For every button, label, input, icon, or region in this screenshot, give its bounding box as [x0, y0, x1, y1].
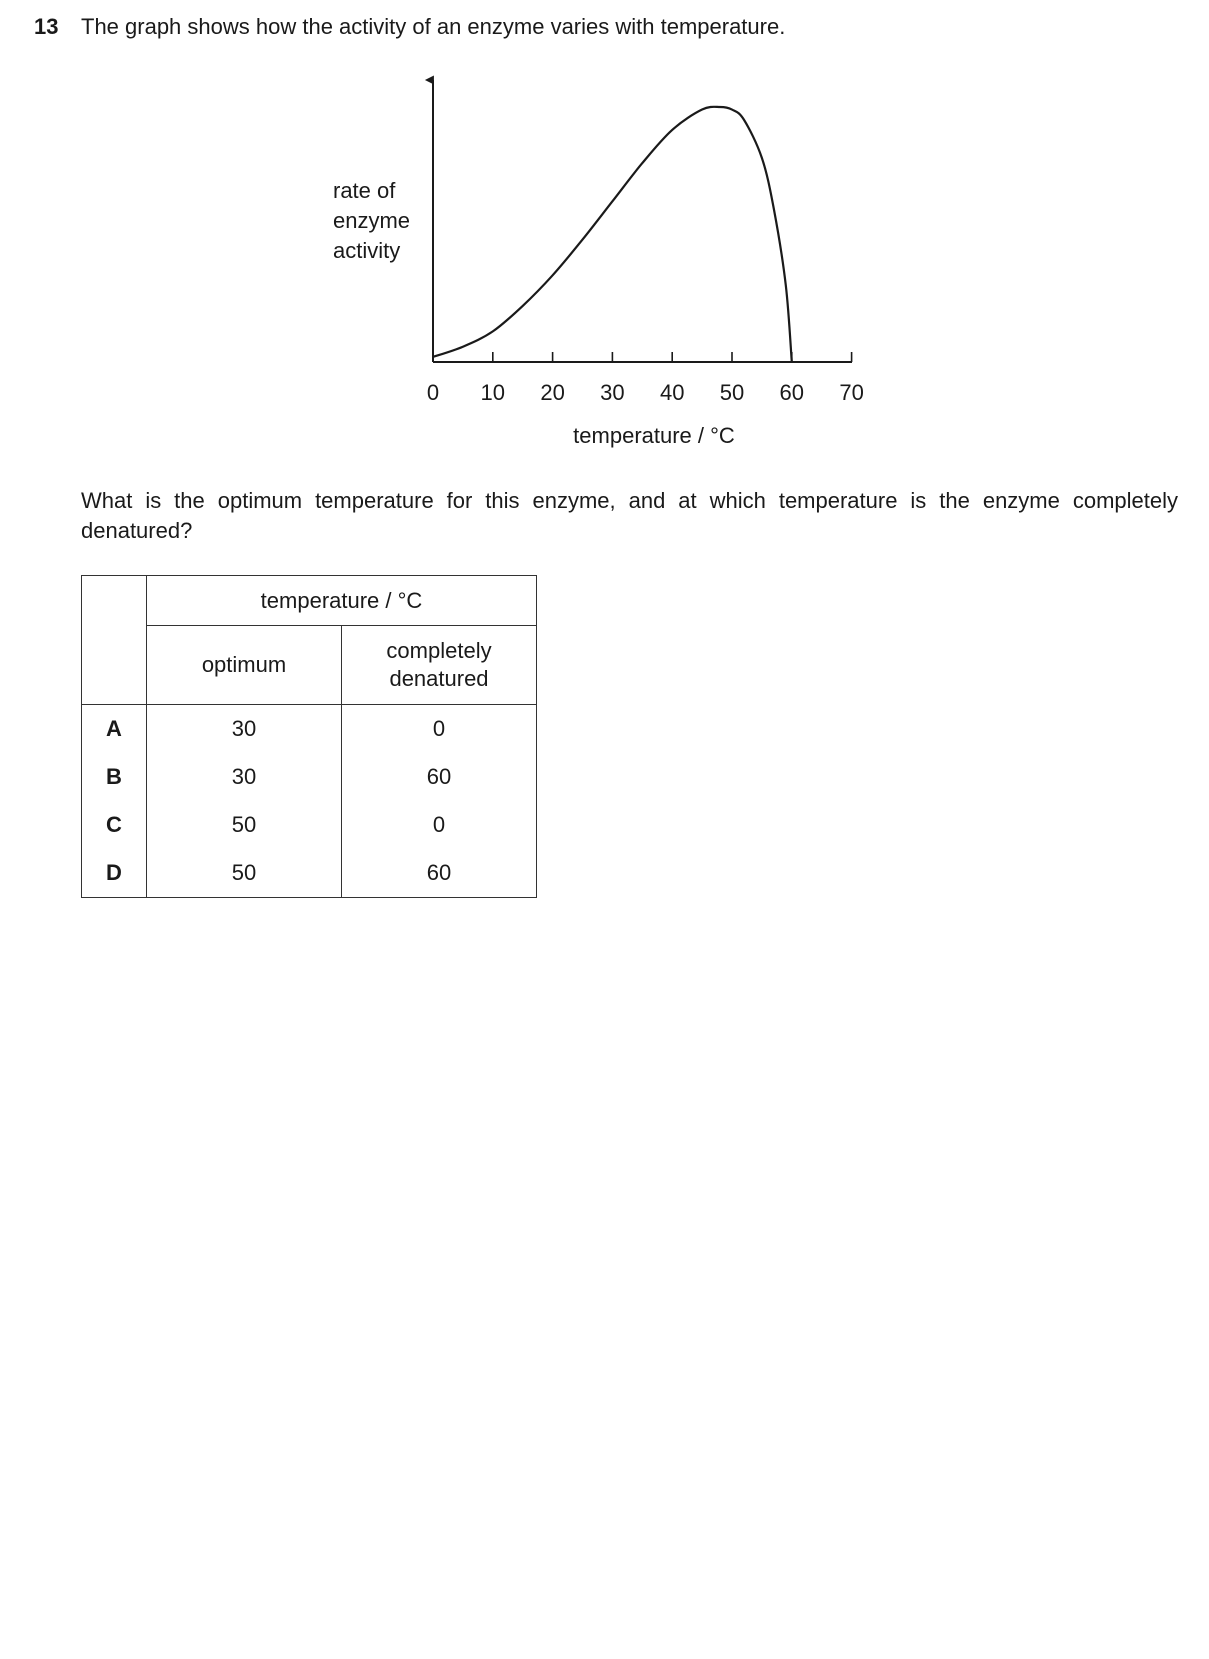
enzyme-activity-curve	[433, 107, 792, 362]
x-tick-label-30: 30	[600, 380, 625, 405]
question-prompt: What is the optimum temperature for this enzyme, and at which temperature is the enzyme completely denatured?	[81, 488, 1178, 543]
denatured-value: 60	[342, 753, 537, 801]
question-number: 13	[34, 14, 59, 39]
x-axis-label: temperature / °C	[573, 423, 735, 448]
option-row-c[interactable]	[82, 801, 537, 849]
answer-table	[81, 575, 537, 898]
x-tick-label-0: 0	[426, 380, 440, 405]
optimum-value: 30	[147, 753, 342, 801]
x-tick-label-10: 10	[480, 380, 506, 405]
option-letter[interactable]: A	[82, 705, 147, 754]
x-tick-label-60: 60	[779, 380, 805, 405]
option-row-d[interactable]	[82, 849, 537, 898]
denatured-value: 0	[342, 801, 537, 849]
y-axis-label-line-2: enzyme	[333, 208, 411, 233]
x-tick-label-70: 70	[839, 380, 864, 405]
denatured-value: 0	[342, 705, 537, 754]
optimum-value: 50	[147, 801, 342, 849]
table-subheader-row	[82, 626, 537, 705]
question-stem: The graph shows how the activity of an enzyme varies with temperature.	[81, 14, 786, 39]
optimum-value: 50	[147, 849, 342, 898]
option-row-a[interactable]	[82, 705, 537, 754]
x-tick-label-20: 20	[540, 380, 565, 405]
denatured-header	[342, 626, 537, 705]
table-header-row	[82, 576, 537, 626]
x-tick-label-50: 50	[719, 380, 745, 405]
enzyme-activity-graph	[0, 0, 1209, 480]
x-tick-label-40: 40	[659, 380, 685, 405]
table-corner-cell	[82, 576, 147, 705]
optimum-value: 30	[147, 705, 342, 754]
option-row-b[interactable]	[82, 753, 537, 801]
temperature-header: temperature / °C	[147, 576, 537, 626]
optimum-header: optimum	[147, 626, 342, 705]
denatured-header-line-1: completely	[386, 638, 492, 663]
denatured-header-line-2: denatured	[389, 666, 489, 691]
y-axis-label-line-3: activity	[333, 238, 401, 263]
y-axis-label-line-1: rate of	[333, 178, 396, 203]
denatured-value: 60	[342, 849, 537, 898]
option-letter[interactable]: B	[82, 753, 147, 801]
option-letter[interactable]: C	[82, 801, 147, 849]
option-letter[interactable]: D	[82, 849, 147, 898]
